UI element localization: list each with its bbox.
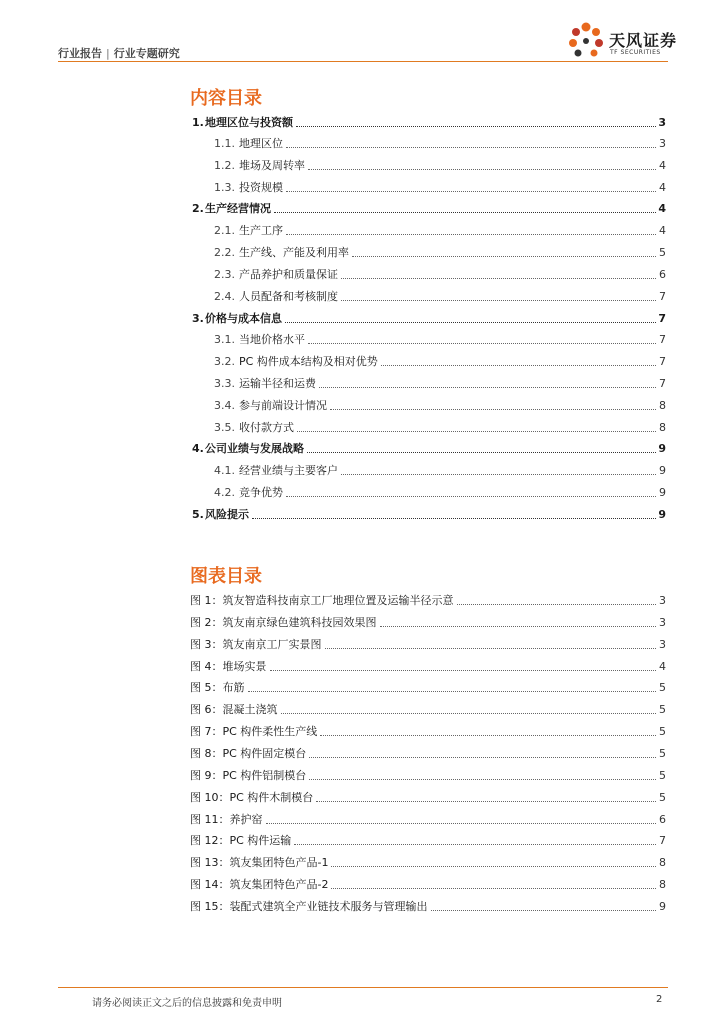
toc-entry-number: 2.1. bbox=[214, 224, 235, 237]
toc-entry-label bbox=[192, 202, 272, 216]
toc-entry-text: 风险提示 bbox=[205, 508, 249, 521]
figure-entry-label: 图 5：布筋 bbox=[190, 681, 245, 694]
figure-entry-label: 图 3：筑友南京工厂实景图 bbox=[190, 638, 322, 651]
figure-dot-leader bbox=[316, 800, 656, 802]
toc-entry-text: 参与前端设计情况 bbox=[239, 399, 327, 412]
toc-entry-page: 7 bbox=[659, 355, 666, 368]
toc-entry-number: 1. bbox=[192, 116, 204, 129]
toc-dot-leader bbox=[308, 168, 656, 170]
toc-dot-leader bbox=[285, 321, 656, 323]
toc-dot-leader bbox=[330, 408, 656, 410]
toc-entry-page: 9 bbox=[658, 442, 666, 455]
figure-entry-page: 5 bbox=[659, 725, 666, 738]
toc-subsection-entry[interactable] bbox=[214, 484, 666, 500]
toc-dot-leader bbox=[252, 517, 656, 519]
figure-list-entry[interactable] bbox=[190, 723, 666, 739]
toc-dot-leader bbox=[297, 430, 656, 432]
figure-entry-page: 5 bbox=[659, 791, 666, 804]
toc-dot-leader bbox=[341, 473, 656, 475]
toc-entry-label bbox=[214, 421, 295, 435]
toc-dot-leader bbox=[341, 299, 656, 301]
figure-entry-page: 8 bbox=[659, 856, 666, 869]
toc-entry-number: 4. bbox=[192, 442, 204, 455]
toc-entry-label bbox=[214, 181, 284, 195]
toc-entry-text: 公司业绩与发展战略 bbox=[205, 442, 304, 455]
figure-entry-label: 图 9：PC 构件铝制模台 bbox=[190, 769, 307, 782]
toc-entry-number: 2. bbox=[192, 202, 204, 215]
toc-entry-number: 2.3. bbox=[214, 268, 235, 281]
toc-subsection-entry[interactable] bbox=[214, 244, 666, 260]
toc-entry-number: 3.1. bbox=[214, 333, 235, 346]
toc-entry-number: 5. bbox=[192, 508, 204, 521]
footer-rule bbox=[58, 987, 668, 988]
figure-dot-leader bbox=[294, 843, 656, 845]
figure-dot-leader bbox=[281, 712, 657, 714]
toc-entry-number: 1.1. bbox=[214, 137, 235, 150]
figure-entry-label: 图 8：PC 构件固定模台 bbox=[190, 747, 307, 760]
toc-section-entry[interactable] bbox=[192, 506, 666, 522]
figure-entry-page: 3 bbox=[659, 638, 666, 651]
figure-list-entry[interactable] bbox=[190, 614, 666, 630]
toc-dot-leader bbox=[381, 364, 656, 366]
toc-subsection-entry[interactable] bbox=[214, 266, 666, 282]
toc-section-entry[interactable] bbox=[192, 114, 666, 130]
figure-entry-page: 5 bbox=[659, 681, 666, 694]
toc-entry-label bbox=[214, 268, 339, 282]
toc-entry-number: 2.4. bbox=[214, 290, 235, 303]
figure-entry-label: 图 1：筑友智造科技南京工厂地理位置及运输半径示意 bbox=[190, 594, 454, 607]
figure-list-entry[interactable] bbox=[190, 789, 666, 805]
figure-entry-label: 图 2：筑友南京绿色建筑科技园效果图 bbox=[190, 616, 377, 629]
toc-entry-label bbox=[214, 377, 317, 391]
toc-subsection-entry[interactable] bbox=[214, 462, 666, 478]
toc-dot-leader bbox=[296, 125, 656, 127]
figure-entry-label: 图 7：PC 构件柔性生产线 bbox=[190, 725, 318, 738]
toc-subsection-entry[interactable] bbox=[214, 375, 666, 391]
figure-entry-page: 9 bbox=[659, 900, 666, 913]
figure-entry-label: 图 14：筑友集团特色产品-2 bbox=[190, 878, 329, 891]
company-logo bbox=[566, 18, 676, 60]
toc-entry-page: 7 bbox=[659, 333, 666, 346]
figure-dot-leader bbox=[331, 887, 656, 889]
toc-entry-text: 地理区位与投资额 bbox=[205, 116, 293, 129]
toc-entry-text: 价格与成本信息 bbox=[205, 312, 282, 325]
toc-entry-text: 收付款方式 bbox=[239, 421, 294, 434]
figure-entry-page: 3 bbox=[659, 616, 666, 629]
toc-subsection-entry[interactable] bbox=[214, 288, 666, 304]
figure-dot-leader bbox=[320, 734, 656, 736]
figure-entry-page: 4 bbox=[659, 660, 666, 673]
toc-entry-number: 3.4. bbox=[214, 399, 235, 412]
figure-entry-page: 3 bbox=[659, 594, 666, 607]
page-header bbox=[0, 0, 724, 62]
figure-list-entry[interactable] bbox=[190, 636, 666, 652]
toc-entry-number: 1.3. bbox=[214, 181, 235, 194]
figure-list-entry[interactable] bbox=[190, 745, 666, 761]
toc-entry-page: 4 bbox=[658, 202, 666, 215]
figure-list-entry[interactable] bbox=[190, 658, 666, 674]
figure-list-entry[interactable] bbox=[190, 854, 666, 870]
figure-entry-label: 图 11：养护窑 bbox=[190, 813, 263, 826]
figure-dot-leader bbox=[331, 865, 656, 867]
toc-entry-text: 当地价格水平 bbox=[239, 333, 305, 346]
header-category: 行业报告 bbox=[58, 47, 102, 60]
toc-entry-label bbox=[192, 442, 305, 456]
toc-section-entry[interactable] bbox=[192, 200, 666, 216]
toc-subsection-entry[interactable] bbox=[214, 222, 666, 238]
toc-entry-number: 3. bbox=[192, 312, 204, 325]
toc-entry-label bbox=[214, 486, 284, 500]
toc-title: 内容目录 bbox=[190, 88, 262, 109]
toc-dot-leader bbox=[319, 386, 656, 388]
header-separator: | bbox=[106, 47, 110, 60]
figure-entry-label: 图 12：PC 构件运输 bbox=[190, 834, 292, 847]
figure-list-entry[interactable] bbox=[190, 811, 666, 827]
header-rule bbox=[58, 61, 668, 62]
figure-entry-label: 图 10：PC 构件木制模台 bbox=[190, 791, 314, 804]
figure-entry-label: 图 13：筑友集团特色产品-1 bbox=[190, 856, 329, 869]
toc-entry-number: 1.2. bbox=[214, 159, 235, 172]
toc-entry-label bbox=[214, 159, 306, 173]
toc-subsection-entry[interactable] bbox=[214, 353, 666, 369]
toc-entry-page: 7 bbox=[659, 377, 666, 390]
toc-dot-leader bbox=[307, 451, 656, 453]
toc-subsection-entry[interactable] bbox=[214, 179, 666, 195]
toc-dot-leader bbox=[286, 146, 656, 148]
toc-entry-label bbox=[214, 333, 306, 347]
page-number: 2 bbox=[656, 994, 663, 1005]
toc-entry-page: 7 bbox=[659, 290, 666, 303]
figure-list-entry[interactable] bbox=[190, 898, 666, 914]
toc-entry-text: 生产经营情况 bbox=[205, 202, 271, 215]
toc-entry-number: 3.3. bbox=[214, 377, 235, 390]
figure-dot-leader bbox=[431, 909, 657, 911]
toc-dot-leader bbox=[341, 277, 656, 279]
toc-entry-label bbox=[192, 116, 294, 130]
toc-section-entry[interactable] bbox=[192, 440, 666, 456]
toc-subsection-entry[interactable] bbox=[214, 397, 666, 413]
figure-list-entry[interactable] bbox=[190, 767, 666, 783]
toc-entry-page: 5 bbox=[659, 246, 666, 259]
toc-entry-page: 4 bbox=[659, 159, 666, 172]
figure-list-entry[interactable] bbox=[190, 876, 666, 892]
toc-entry-text: 经营业绩与主要客户 bbox=[239, 464, 338, 477]
toc-entry-label bbox=[214, 224, 284, 238]
toc-entry-label bbox=[192, 312, 283, 326]
figure-entry-label: 图 6：混凝土浇筑 bbox=[190, 703, 278, 716]
toc-entry-text: 竞争优势 bbox=[239, 486, 283, 499]
toc-entry-label bbox=[214, 246, 350, 260]
figure-dot-leader bbox=[309, 778, 656, 780]
toc-subsection-entry[interactable] bbox=[214, 331, 666, 347]
toc-dot-leader bbox=[286, 190, 656, 192]
figure-entry-page: 8 bbox=[659, 878, 666, 891]
toc-dot-leader bbox=[286, 495, 656, 497]
toc-dot-leader bbox=[274, 211, 656, 213]
toc-entry-text: 地理区位 bbox=[239, 137, 283, 150]
toc-subsection-entry[interactable] bbox=[214, 419, 666, 435]
toc-entry-label bbox=[192, 508, 250, 522]
figure-dot-leader bbox=[248, 690, 657, 692]
toc-entry-number: 2.2. bbox=[214, 246, 235, 259]
figure-dot-leader bbox=[266, 822, 657, 824]
toc-entry-text: 人员配备和考核制度 bbox=[239, 290, 338, 303]
figure-entry-page: 6 bbox=[659, 813, 666, 826]
toc-entry-label bbox=[214, 137, 284, 151]
toc-entry-number: 3.5. bbox=[214, 421, 235, 434]
figure-dot-leader bbox=[270, 669, 657, 671]
toc-entry-text: 堆场及周转率 bbox=[239, 159, 305, 172]
toc-entry-text: 投资规模 bbox=[239, 181, 283, 194]
toc-entry-page: 8 bbox=[659, 399, 666, 412]
toc-entry-text: 运输半径和运费 bbox=[239, 377, 316, 390]
toc-entry-page: 8 bbox=[659, 421, 666, 434]
figure-list-entry[interactable] bbox=[190, 592, 666, 608]
toc-entry-page: 3 bbox=[659, 137, 666, 150]
figure-dot-leader bbox=[309, 756, 656, 758]
toc-entry-text: 生产线、产能及利用率 bbox=[239, 246, 349, 259]
toc-entry-text: 产品养护和质量保证 bbox=[239, 268, 338, 281]
toc-entry-page: 4 bbox=[659, 181, 666, 194]
figure-entry-page: 5 bbox=[659, 769, 666, 782]
logo-english-name: TF SECURITIES bbox=[610, 49, 661, 56]
figure-dot-leader bbox=[380, 625, 657, 627]
toc-entry-text: 生产工序 bbox=[239, 224, 283, 237]
header-subcategory: 行业专题研究 bbox=[113, 47, 180, 60]
figure-list-entry[interactable] bbox=[190, 679, 666, 695]
toc-entry-page: 9 bbox=[658, 508, 666, 521]
toc-entry-page: 6 bbox=[659, 268, 666, 281]
toc-entry-label bbox=[214, 290, 339, 304]
toc-dot-leader bbox=[352, 255, 656, 257]
figures-title: 图表目录 bbox=[190, 566, 262, 587]
toc-entry-number: 4.2. bbox=[214, 486, 235, 499]
toc-entry-label bbox=[214, 464, 339, 478]
figure-dot-leader bbox=[325, 647, 657, 649]
toc-entry-page: 4 bbox=[659, 224, 666, 237]
toc-entry-label bbox=[214, 399, 328, 413]
logo-chinese-name: 天风证券 bbox=[609, 31, 678, 50]
toc-entry-label bbox=[214, 355, 379, 369]
header-breadcrumb bbox=[58, 45, 180, 61]
toc-entry-number: 4.1. bbox=[214, 464, 235, 477]
toc-section-entry[interactable] bbox=[192, 310, 666, 326]
figure-list-entry[interactable] bbox=[190, 832, 666, 848]
toc-dot-leader bbox=[308, 342, 656, 344]
figure-entry-label: 图 15：装配式建筑全产业链技术服务与管理输出 bbox=[190, 900, 428, 913]
figure-entry-label: 图 4：堆场实景 bbox=[190, 660, 267, 673]
figure-list-entry[interactable] bbox=[190, 701, 666, 717]
logo-flower-icon bbox=[566, 20, 606, 60]
toc-entry-page: 3 bbox=[658, 116, 666, 129]
toc-subsection-entry[interactable] bbox=[214, 157, 666, 173]
figure-entry-page: 5 bbox=[659, 747, 666, 760]
toc-entry-page: 9 bbox=[659, 464, 666, 477]
toc-entry-text: PC 构件成本结构及相对优势 bbox=[239, 355, 378, 368]
toc-entry-number: 3.2. bbox=[214, 355, 235, 368]
figure-entry-page: 5 bbox=[659, 703, 666, 716]
toc-entry-page: 9 bbox=[659, 486, 666, 499]
figure-entry-page: 7 bbox=[659, 834, 666, 847]
toc-dot-leader bbox=[286, 233, 656, 235]
toc-entry-page: 7 bbox=[658, 312, 666, 325]
footer-disclaimer: 请务必阅读正文之后的信息披露和免责申明 bbox=[92, 998, 282, 1009]
toc-subsection-entry[interactable] bbox=[214, 135, 666, 151]
figure-dot-leader bbox=[457, 603, 657, 605]
